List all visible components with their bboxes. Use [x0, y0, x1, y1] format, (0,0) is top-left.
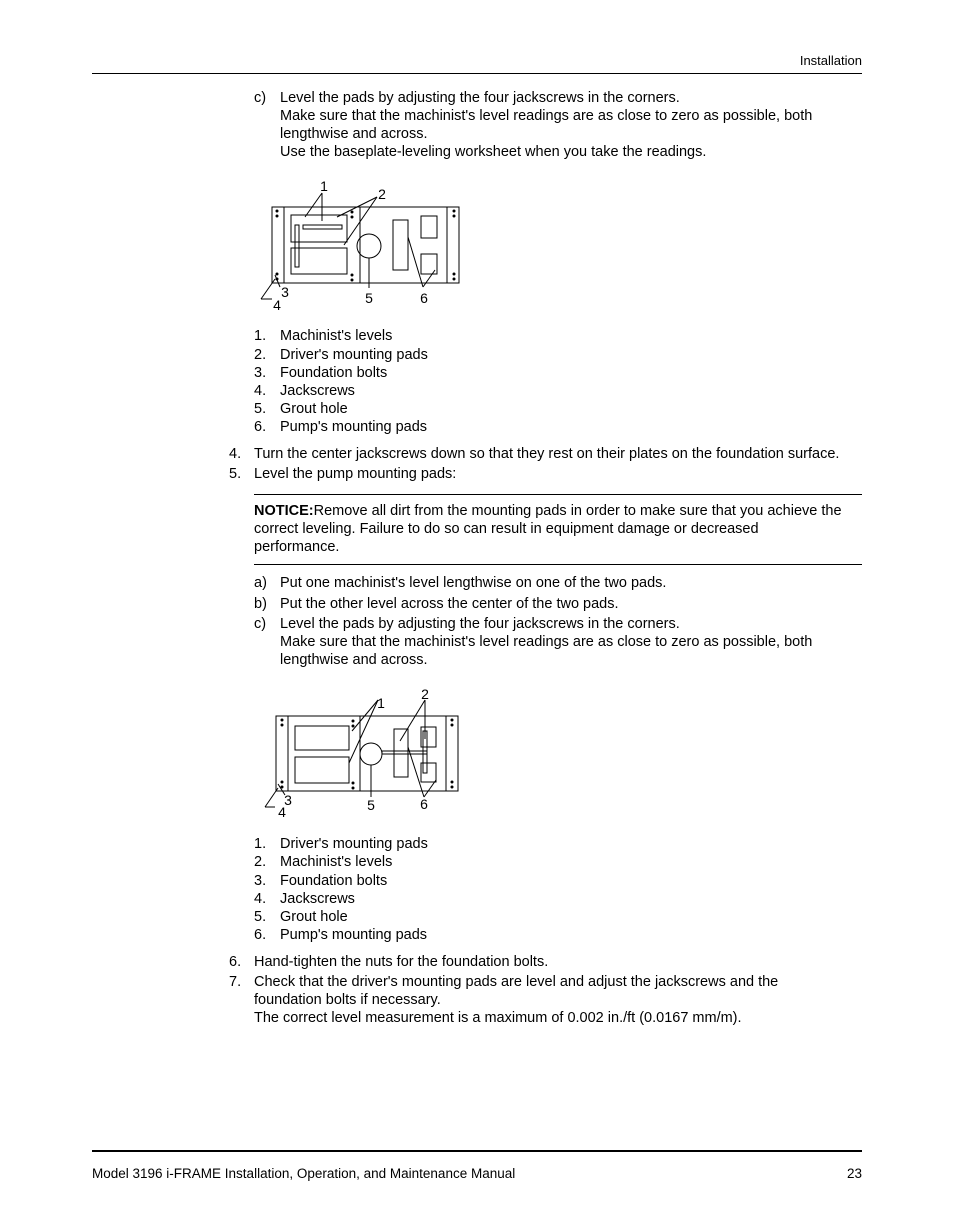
step-number: 5.	[229, 466, 242, 482]
notice-line-1	[254, 502, 842, 520]
notice-line-3: performance.	[254, 539, 340, 555]
baseplate-diagram-2	[255, 683, 470, 823]
baseplate-diagram-1	[255, 175, 470, 315]
legend-number: 3.	[254, 873, 267, 889]
legend-number: 1.	[254, 328, 267, 344]
notice-line-2: correct leveling. Failure to do so can result in equipment damage or decreased	[254, 521, 759, 537]
callout-2: 2	[421, 686, 429, 702]
legend-text: Pump's mounting pads	[280, 927, 428, 943]
legend-text: Jackscrews	[280, 891, 355, 907]
substep-marker: c)	[254, 616, 267, 632]
legend-text: Machinist's levels	[280, 854, 393, 870]
callout-6: 6	[420, 796, 428, 812]
step-text: Check that the driver's mounting pads are level and adjust the jackscrews and the	[254, 974, 779, 990]
legend-number: 4.	[254, 383, 267, 399]
legend-number: 2.	[254, 854, 267, 870]
footer-rule	[92, 1150, 862, 1152]
callout-2: 2	[378, 186, 386, 202]
callout-5: 5	[365, 290, 373, 306]
legend-number: 5.	[254, 401, 267, 417]
substep-text: lengthwise and across.	[280, 126, 428, 142]
legend-text: Machinist's levels	[280, 328, 393, 344]
callout-4: 4	[273, 297, 281, 313]
step-text: Level the pump mounting pads:	[254, 466, 457, 482]
callout-1: 1	[320, 178, 328, 194]
notice-text: Remove all dirt from the mounting pads in order to make sure that you achieve the	[313, 503, 842, 519]
footer-manual-title: Model 3196 i-FRAME Installation, Operation, and Maintenance Manual	[92, 1166, 516, 1181]
legend-text: Pump's mounting pads	[280, 419, 428, 435]
substep-text: lengthwise and across.	[280, 652, 428, 668]
substep-text: Put one machinist's level lengthwise on one of the two pads.	[280, 575, 667, 591]
legend-text: Jackscrews	[280, 383, 355, 399]
callout-4: 4	[278, 804, 286, 820]
legend-number: 5.	[254, 909, 267, 925]
callout-6: 6	[420, 290, 428, 306]
legend-number: 2.	[254, 347, 267, 363]
substep-marker: b)	[254, 596, 267, 612]
notice-label: NOTICE:	[254, 503, 314, 519]
legend-number: 1.	[254, 836, 267, 852]
step-text: foundation bolts if necessary.	[254, 992, 441, 1008]
notice-top-rule	[254, 494, 862, 495]
substep-marker: a)	[254, 575, 267, 591]
legend-number: 3.	[254, 365, 267, 381]
legend-text: Foundation bolts	[280, 365, 388, 381]
step-number: 6.	[229, 954, 242, 970]
substep-text: Make sure that the machinist's level readings are as close to zero as possible, both	[280, 634, 813, 650]
step-number: 4.	[229, 446, 242, 462]
step-number: 7.	[229, 974, 242, 990]
substep-text: Make sure that the machinist's level readings are as close to zero as possible, both	[280, 108, 813, 124]
header-rule	[92, 73, 862, 74]
legend-text: Driver's mounting pads	[280, 347, 428, 363]
substep-text: Level the pads by adjusting the four jackscrews in the corners.	[280, 90, 680, 106]
callout-3: 3	[281, 284, 289, 300]
legend-text: Foundation bolts	[280, 873, 388, 889]
step-text: The correct level measurement is a maximum of 0.002 in./ft (0.0167 mm/m).	[254, 1010, 742, 1026]
legend-number: 4.	[254, 891, 267, 907]
callout-1: 1	[377, 695, 385, 711]
step-text: Hand-tighten the nuts for the foundation bolts.	[254, 954, 549, 970]
legend-number: 6.	[254, 419, 267, 435]
notice-bottom-rule	[254, 564, 862, 565]
substep-text: Use the baseplate-leveling worksheet when you take the readings.	[280, 144, 707, 160]
legend-text: Grout hole	[280, 401, 348, 417]
substep-marker: c)	[254, 90, 267, 106]
callout-5: 5	[367, 797, 375, 813]
legend-text: Grout hole	[280, 909, 348, 925]
step-text: Turn the center jackscrews down so that they rest on their plates on the foundation surface.	[254, 446, 840, 462]
legend-number: 6.	[254, 927, 267, 943]
running-header: Installation	[799, 53, 862, 68]
footer-page-number: 23	[846, 1166, 862, 1181]
legend-text: Driver's mounting pads	[280, 836, 428, 852]
substep-text: Put the other level across the center of the two pads.	[280, 596, 619, 612]
substep-text: Level the pads by adjusting the four jackscrews in the corners.	[280, 616, 680, 632]
callout-3: 3	[284, 792, 292, 808]
